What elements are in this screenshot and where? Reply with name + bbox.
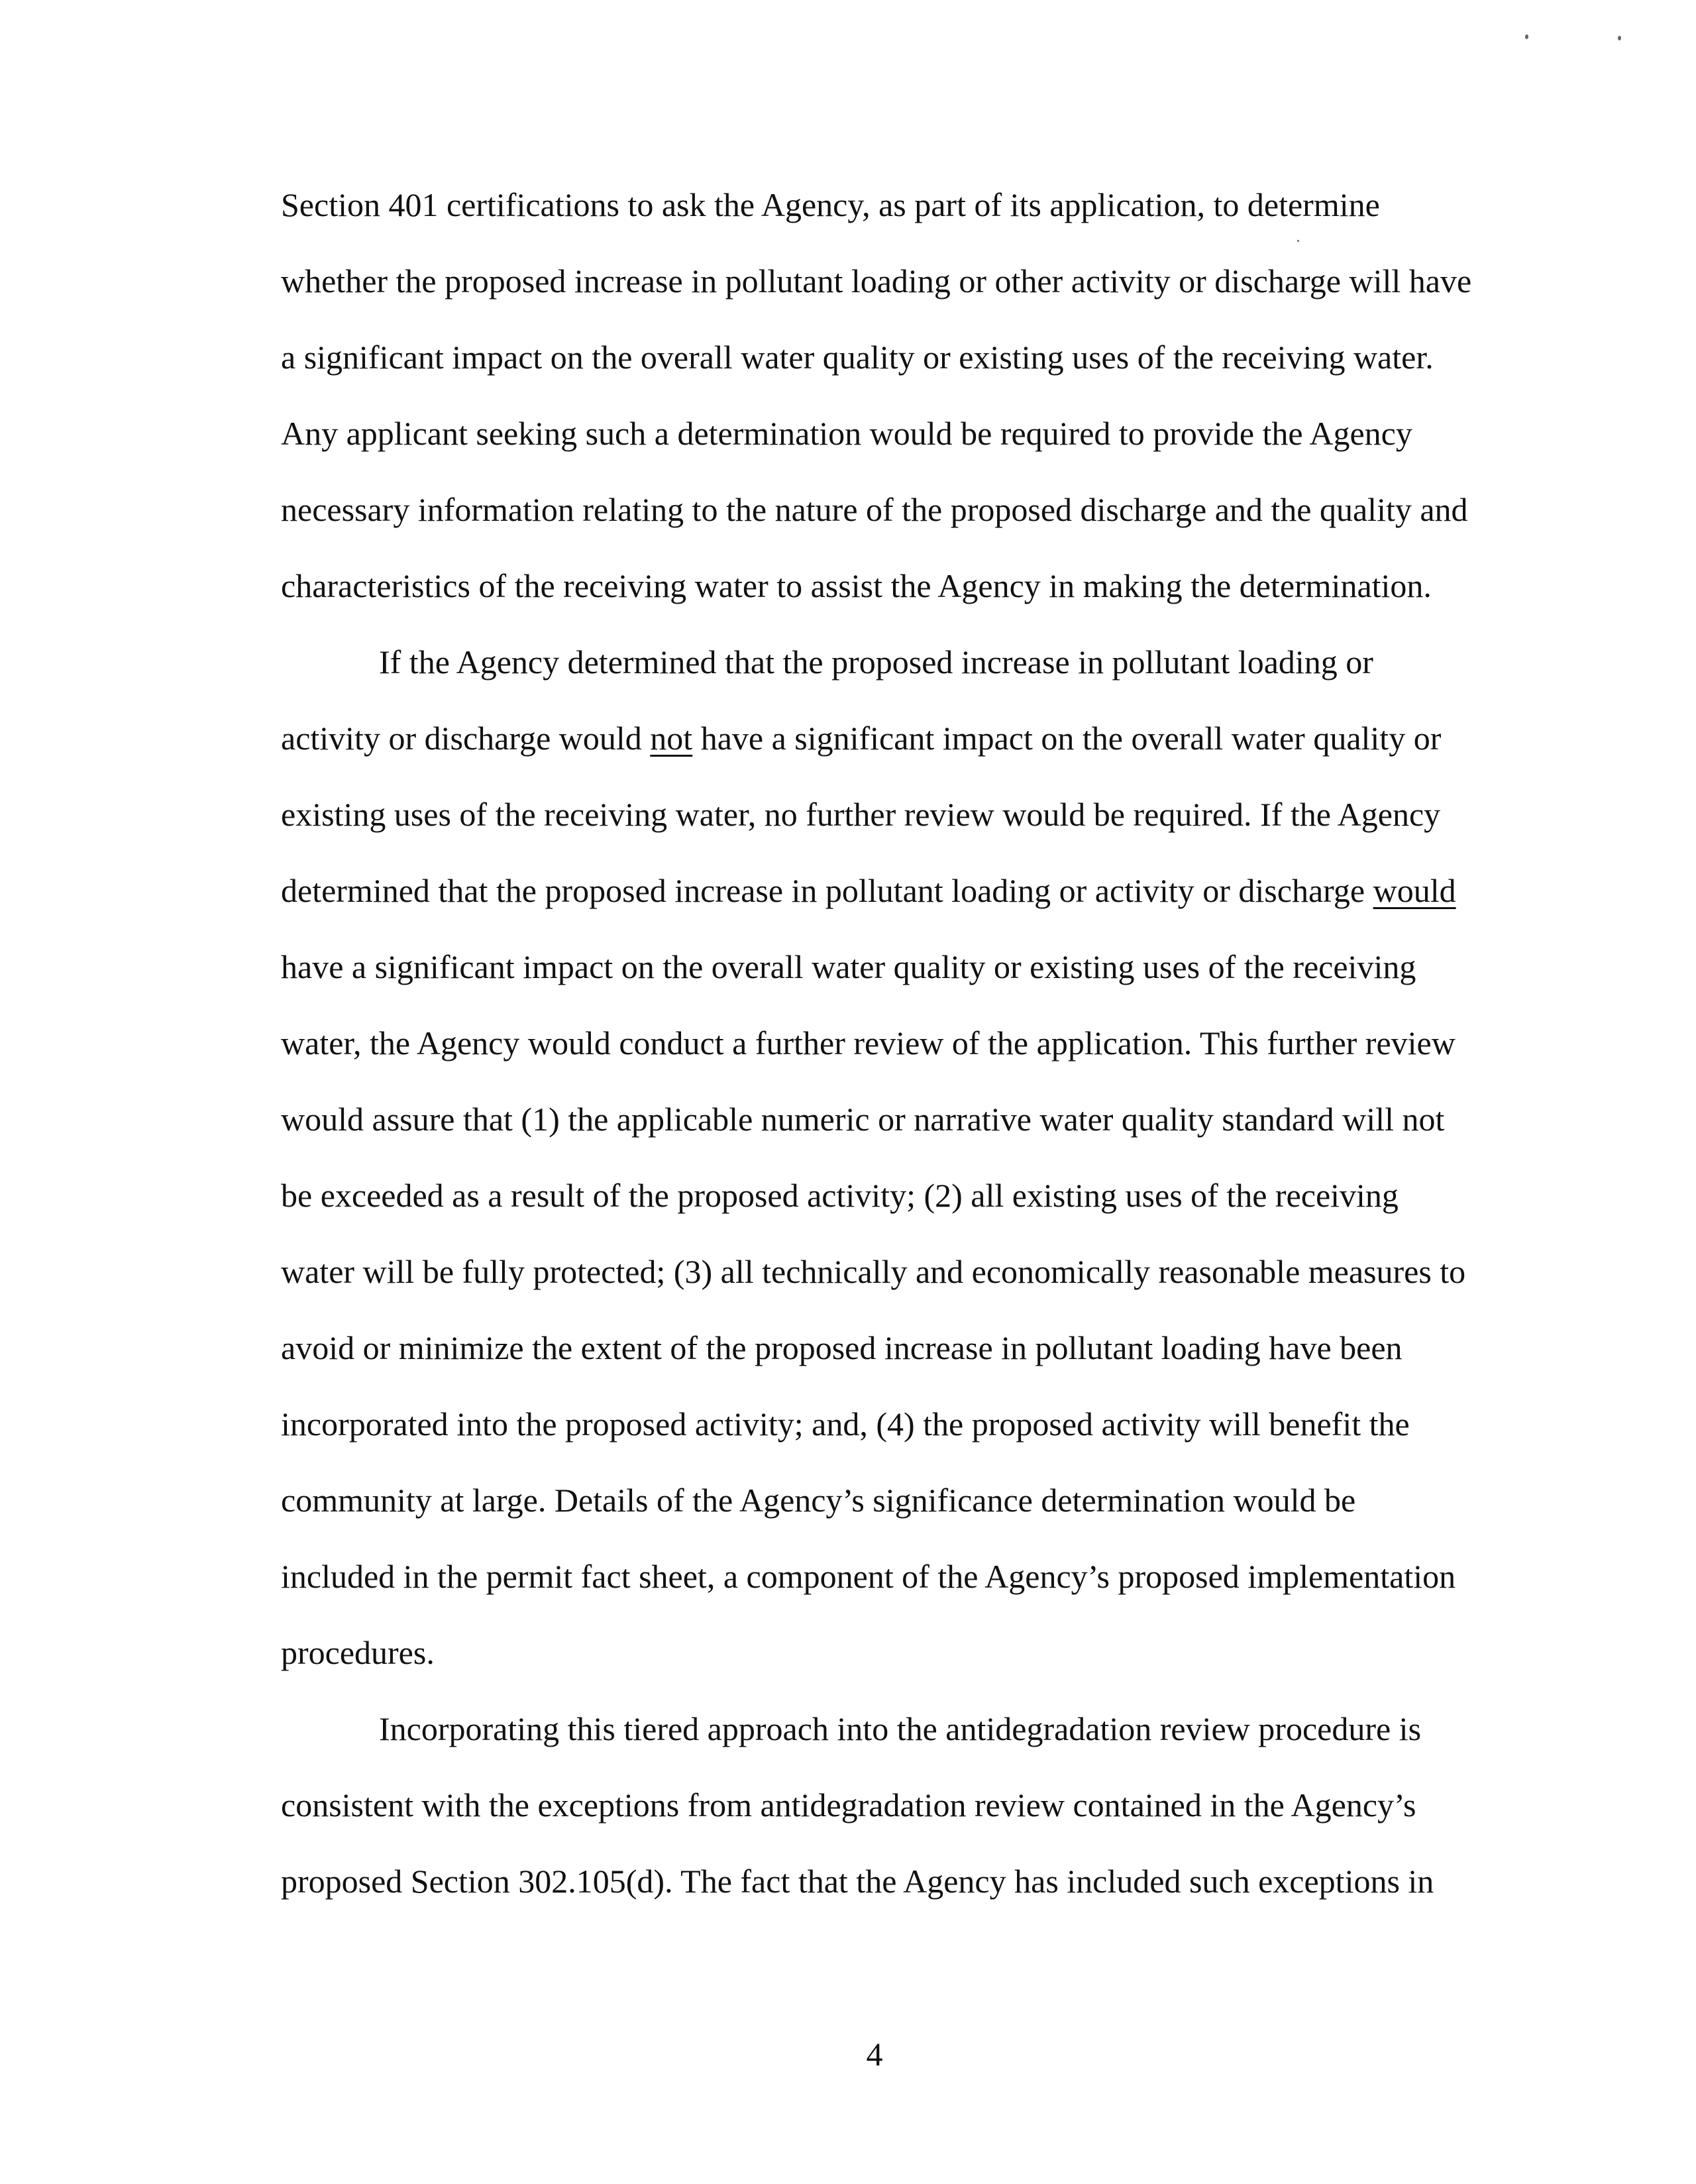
paragraph-2 xyxy=(281,624,1473,1691)
underlined-word-not: not xyxy=(650,720,693,757)
paragraph-1 xyxy=(281,167,1473,624)
page-number: 4 xyxy=(866,2036,883,2073)
paragraph-3 xyxy=(281,1691,1473,1920)
scan-speck xyxy=(1618,36,1621,40)
paragraph-2-text-c: have a significant impact on the overall water quality or existing uses of the receiving water, the Agency would conduct a further review of the application. This further review would assure that (1) the applicable numeric or narrative water quality standard will not be exceeded as a result of the proposed activity; (2) all existing uses of the receiving water will be fully protected; (3) all technically and economically reasonable measures to avoid or minimize the extent of the proposed increase in pollutant loading have been incorporated into the proposed activity; and, (4) the proposed activity will benefit the community at large. Details of the Agency’s significance determination would be included in the permit fact sheet, a component of the Agency’s proposed implementation procedures. xyxy=(281,948,1466,1671)
paragraph-3-text: Incorporating this tiered approach into the antidegradation review procedure is consistent with the exceptions from antidegradation review contained in the Agency’s proposed Section 302.105(d). The fact that the Agency has included such exceptions in xyxy=(281,1710,1434,1900)
paragraph-1-text: Section 401 certifications to ask the Agency, as part of its application, to determine whether the proposed increase in pollutant loading or other activity or discharge will have a significant impact on the overall water quality or existing uses of the receiving water. Any applicant seeking such a determination would be required to provide the Agency necessary information relating to the nature of the proposed discharge and the quality and characteristics of the receiving water to assist the Agency in making the determination. xyxy=(281,186,1472,604)
body-text xyxy=(281,167,1473,1920)
paragraph-2-text-a: If the Agency determined that the proposed increase in pollutant loading or activity or discharge would xyxy=(281,643,1373,757)
scan-speck xyxy=(1297,240,1299,242)
paragraph-2-text-b: have a significant impact on the overall water quality or existing uses of the receiving water, no further review would be required. If the Agency determined that the proposed increase in pollutant loading or activity or discharge xyxy=(281,720,1442,909)
scan-speck xyxy=(1525,34,1528,39)
underlined-word-would: would xyxy=(1373,872,1456,909)
